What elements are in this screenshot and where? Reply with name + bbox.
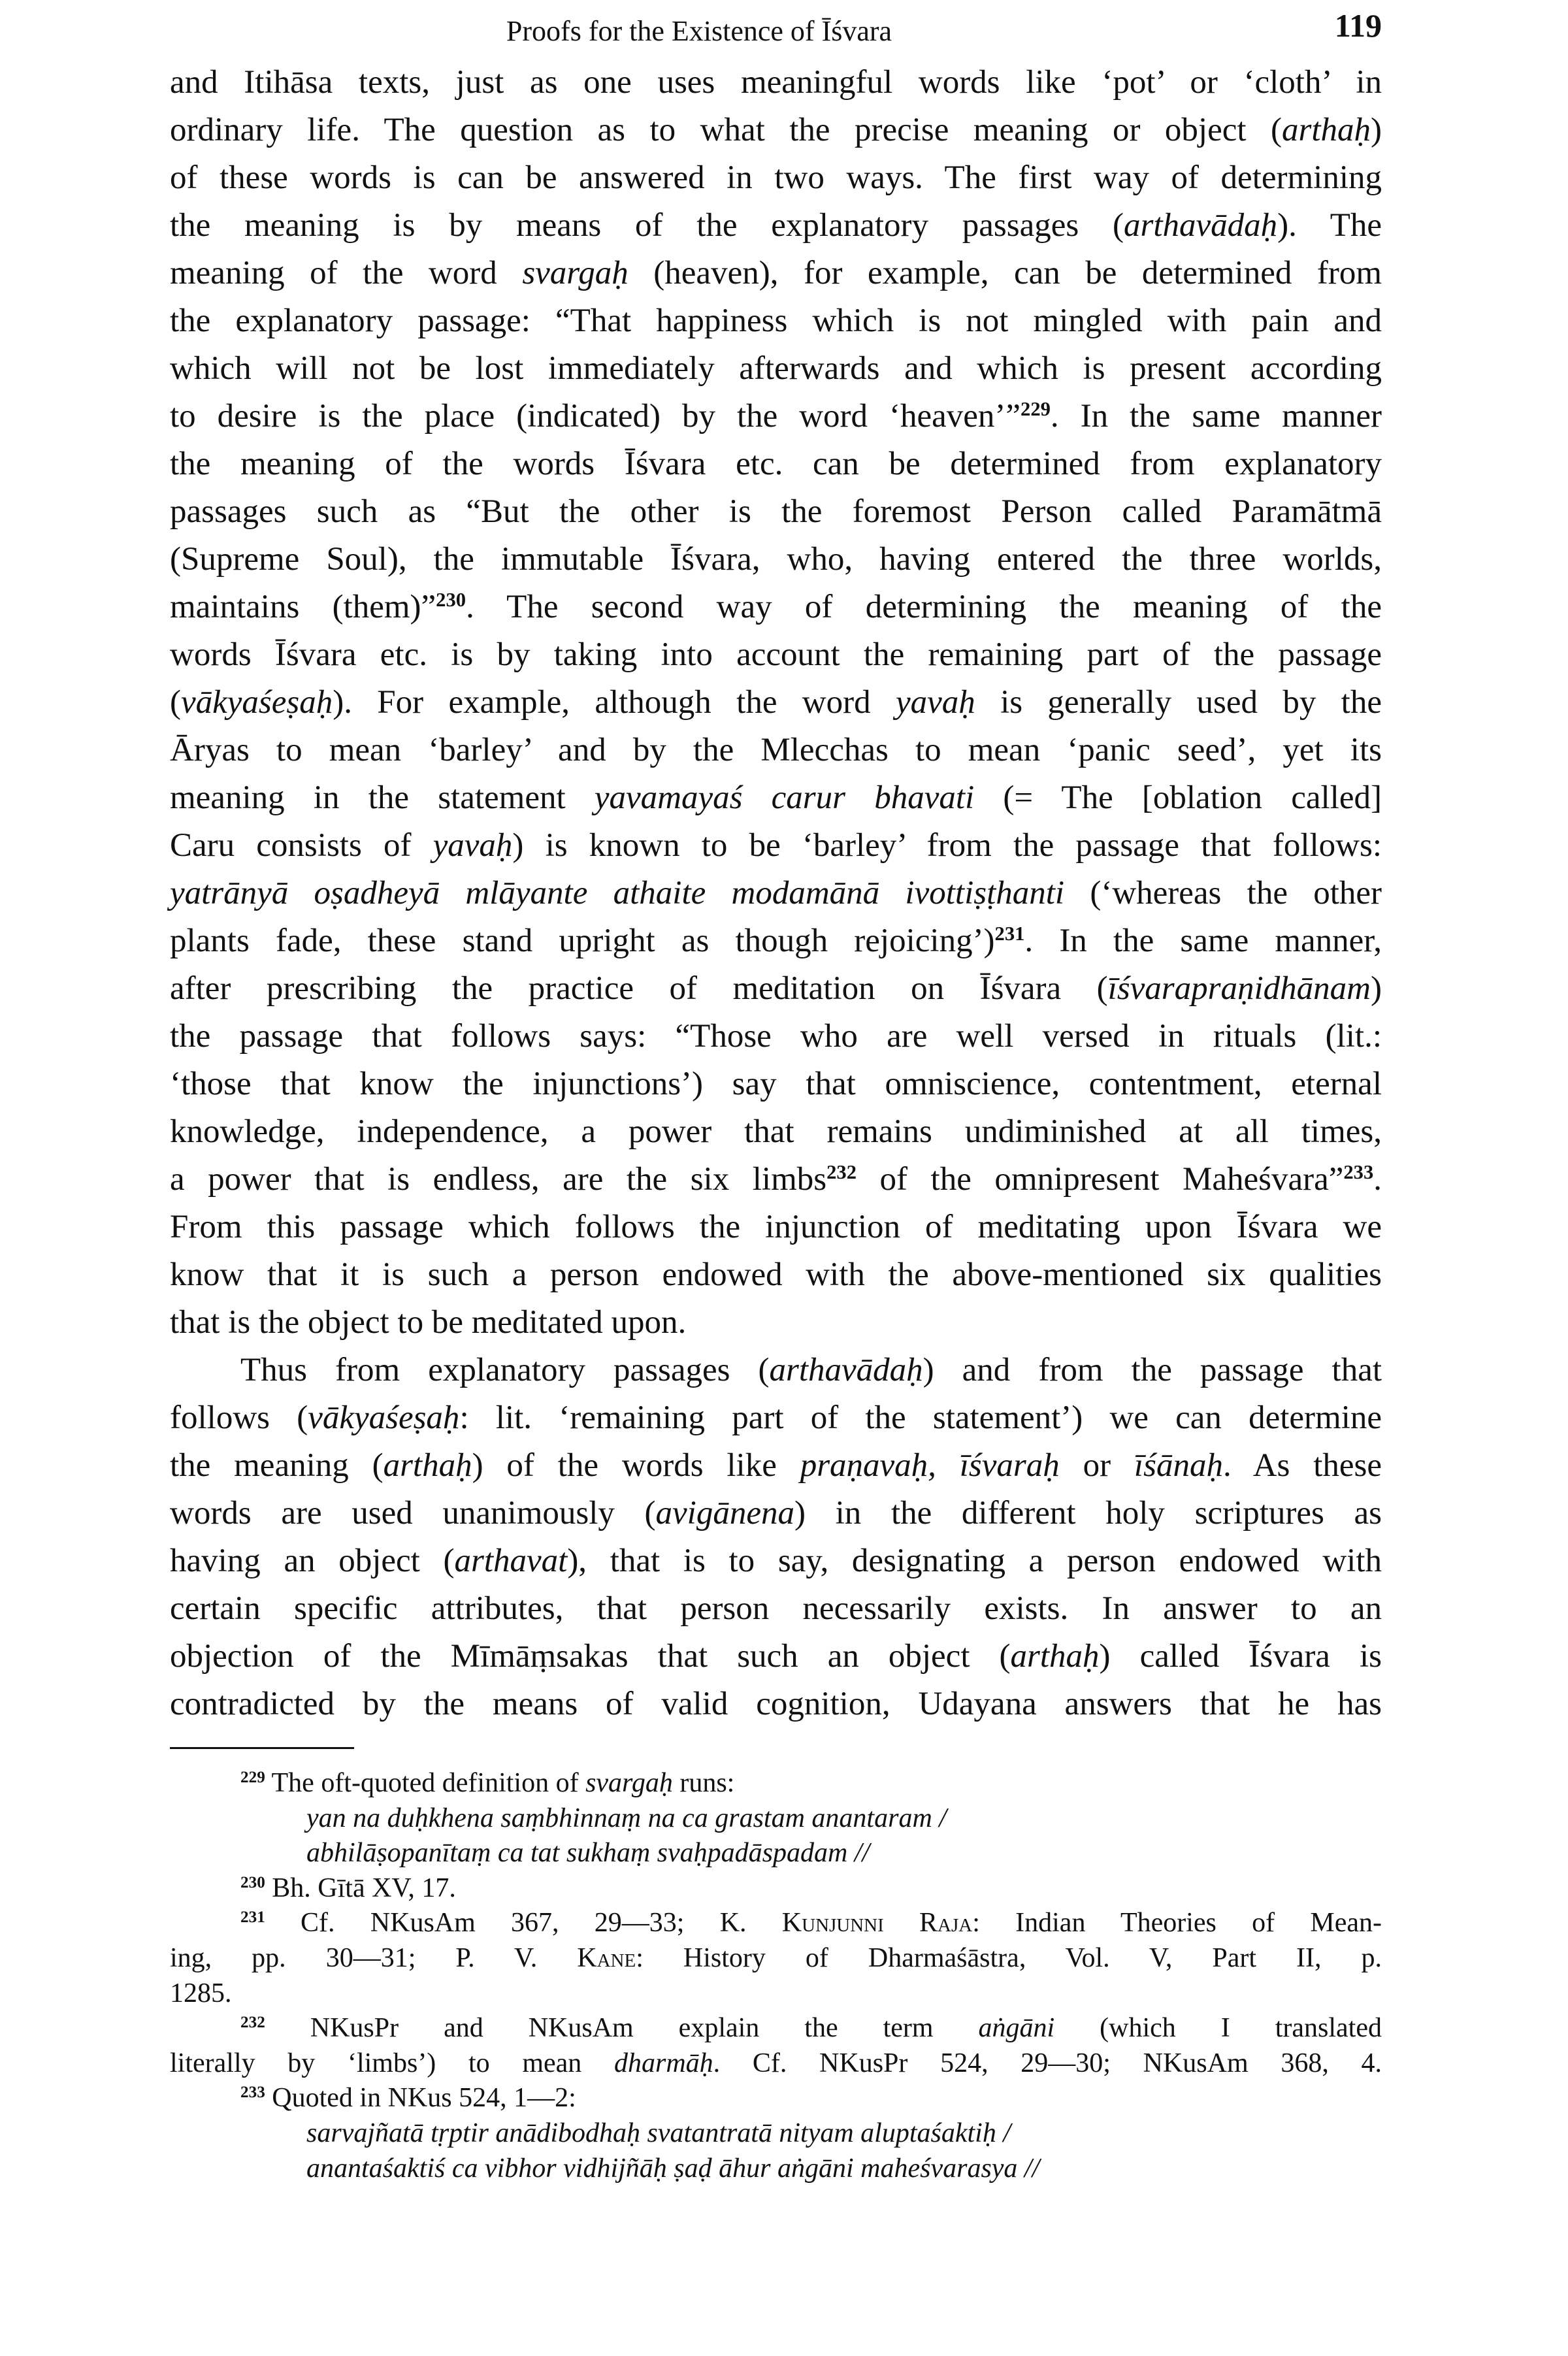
italic-term: yavaḥ bbox=[433, 827, 513, 864]
italic-term: yatrānyā oṣadheyā mlāyante athaite modamānā ivottiṣṭhanti bbox=[170, 875, 1065, 911]
text-run: meaning in the statement bbox=[170, 779, 595, 816]
text-line bbox=[170, 488, 1382, 536]
text-run: (= The [oblation called] bbox=[974, 779, 1382, 816]
footnote-line bbox=[170, 1871, 1382, 1906]
italic-term: svargaḥ bbox=[522, 255, 629, 291]
text-line bbox=[170, 1394, 1382, 1442]
text-run: words are used unanimously ( bbox=[170, 1495, 656, 1531]
footnote-ref: 232 bbox=[240, 2014, 265, 2032]
text-line bbox=[170, 1633, 1382, 1680]
text-run: ). For example, although the word bbox=[333, 684, 896, 721]
text-line bbox=[170, 583, 1382, 631]
italic-term: svargaḥ bbox=[585, 1768, 673, 1798]
text-line bbox=[170, 679, 1382, 727]
text-run: ) and from the passage that bbox=[923, 1352, 1382, 1388]
text-run: Āryas to mean ‘barley’ and by the Mlecchas to mean ‘panic seed’, yet its bbox=[170, 732, 1382, 768]
text-line bbox=[170, 1585, 1382, 1633]
italic-term: vākyaśeṣaḥ bbox=[180, 684, 333, 721]
text-line bbox=[170, 727, 1382, 774]
text-run: ) called Īśvara is bbox=[1099, 1638, 1382, 1675]
text-run: 1285. bbox=[170, 1978, 232, 2008]
italic-term: arthaḥ bbox=[1010, 1638, 1100, 1675]
italic-term: praṇavaḥ, īśvaraḥ bbox=[800, 1447, 1060, 1484]
text-run: ), that is to say, designating a person endowed with bbox=[567, 1543, 1382, 1579]
text-line bbox=[170, 536, 1382, 583]
italic-term: abhilāṣopanītaṃ ca tat sukhaṃ svaḥpadāspadam // bbox=[306, 1838, 870, 1869]
text-run: runs: bbox=[672, 1768, 735, 1798]
text-line bbox=[170, 297, 1382, 345]
footnote-ref: 229 bbox=[1021, 398, 1051, 421]
text-run: is generally used by the bbox=[975, 684, 1382, 721]
italic-term: arthavādaḥ bbox=[769, 1352, 923, 1388]
footnote-line bbox=[170, 1906, 1382, 1941]
text-run: the meaning of the words Īśvara etc. can be determined from explanatory bbox=[170, 446, 1382, 482]
text-run: ‘those that know the injunctions’) say that omniscience, contentment, eternal bbox=[170, 1066, 1382, 1102]
text-line bbox=[170, 345, 1382, 393]
text-run: . The second way of determining the meaning of the bbox=[466, 589, 1382, 625]
text-run: ( bbox=[170, 684, 181, 721]
text-line bbox=[170, 870, 1382, 917]
footnote-line bbox=[170, 2011, 1382, 2046]
footnote-divider bbox=[170, 1747, 354, 1749]
text-run: . bbox=[1373, 1161, 1382, 1198]
text-line bbox=[170, 1156, 1382, 1203]
footnote-line bbox=[170, 2046, 1382, 2082]
text-run: a power that is endless, are the six limbs bbox=[170, 1161, 827, 1198]
text-run: : lit. ‘remaining part of the statement’) we can determine bbox=[459, 1399, 1382, 1436]
text-run: Cf. NKusAm 367, 29—33; K. bbox=[265, 1908, 782, 1939]
footnote-ref: 231 bbox=[994, 923, 1025, 945]
text-line bbox=[170, 106, 1382, 154]
footnote-line bbox=[170, 1801, 1382, 1837]
text-run: Caru consists of bbox=[170, 827, 433, 864]
text-run: follows ( bbox=[170, 1399, 308, 1436]
running-title: Proofs for the Existence of Īśvara bbox=[506, 15, 892, 47]
text-run: : History of Dharmaśāstra, Vol. V, Part II, p. bbox=[636, 1942, 1382, 1973]
text-run: ) of the words like bbox=[472, 1447, 800, 1484]
text-line bbox=[170, 917, 1382, 965]
footnote-line bbox=[170, 1941, 1382, 1976]
text-line bbox=[170, 1442, 1382, 1490]
footnote-ref: 231 bbox=[240, 1908, 265, 1927]
text-line bbox=[170, 822, 1382, 870]
text-run: . As these bbox=[1222, 1447, 1382, 1484]
text-run: meaning of the word bbox=[170, 255, 523, 291]
text-run: Thus from explanatory passages ( bbox=[240, 1352, 770, 1388]
italic-term: arthavādaḥ bbox=[1123, 207, 1278, 244]
text-line bbox=[170, 250, 1382, 297]
footnote-ref: 233 bbox=[1343, 1161, 1374, 1184]
italic-term: vākyaśeṣaḥ bbox=[308, 1399, 460, 1436]
footnote-ref: 230 bbox=[240, 1873, 265, 1891]
text-run: which will not be lost immediately afterwards and which is present according bbox=[170, 350, 1382, 387]
text-run: objection of the Mīmāṃsakas that such an object ( bbox=[170, 1638, 1011, 1675]
footnote-ref: 233 bbox=[240, 2084, 265, 2102]
text-line bbox=[170, 774, 1382, 822]
text-run: (Supreme Soul), the immutable Īśvara, who, having entered the three worlds, bbox=[170, 541, 1382, 578]
text-run: ) in the different holy scriptures as bbox=[794, 1495, 1382, 1531]
footnote-ref: 232 bbox=[826, 1161, 857, 1184]
footnote-ref: 229 bbox=[240, 1769, 265, 1787]
page-number: 119 bbox=[1334, 7, 1382, 44]
text-run: or bbox=[1059, 1447, 1134, 1484]
italic-term: dharmāḥ bbox=[613, 2048, 713, 2078]
italic-term: avigānena bbox=[655, 1495, 794, 1531]
text-run: having an object ( bbox=[170, 1543, 455, 1579]
italic-term: yavaḥ bbox=[895, 684, 975, 721]
text-run: passages such as “But the other is the foremost Person called Paramātmā bbox=[170, 493, 1382, 530]
text-run: ). The bbox=[1277, 207, 1382, 244]
text-run: : Indian Theories of Mean- bbox=[972, 1908, 1382, 1939]
text-run: NKusPr and NKusAm explain the term bbox=[265, 2013, 979, 2044]
text-line bbox=[170, 965, 1382, 1013]
text-run: . In the same manner bbox=[1050, 398, 1382, 434]
italic-term: arthaḥ bbox=[383, 1447, 472, 1484]
text-line bbox=[170, 1537, 1382, 1585]
text-line bbox=[170, 1060, 1382, 1108]
text-line bbox=[170, 59, 1382, 106]
italic-term: aṅgāni bbox=[978, 2013, 1055, 2044]
footnote-line bbox=[170, 2151, 1382, 2187]
text-line bbox=[170, 1347, 1382, 1394]
footnote-line bbox=[170, 2081, 1382, 2116]
text-line bbox=[170, 1490, 1382, 1537]
text-run: ing, pp. 30—31; P. V. bbox=[170, 1942, 578, 1973]
text-run: ) is known to be ‘barley’ from the passage that follows: bbox=[512, 827, 1382, 864]
text-run: to desire is the place (indicated) by the word ‘heaven’” bbox=[170, 398, 1021, 434]
text-run: know that it is such a person endowed with the above-mentioned six qualities bbox=[170, 1256, 1382, 1293]
text-line bbox=[170, 1108, 1382, 1156]
footnote-line bbox=[170, 2116, 1382, 2151]
footnote-line bbox=[170, 1766, 1382, 1801]
text-run: ordinary life. The question as to what the precise meaning or object ( bbox=[170, 112, 1282, 148]
text-run: knowledge, independence, a power that remains undiminished at all times, bbox=[170, 1113, 1382, 1150]
text-run: From this passage which follows the injunction of meditating upon Īśvara we bbox=[170, 1209, 1382, 1245]
text-run: literally by ‘limbs’) to mean bbox=[170, 2048, 614, 2078]
text-line bbox=[170, 631, 1382, 679]
text-run: maintains (them)” bbox=[170, 589, 436, 625]
main-text bbox=[170, 59, 1382, 1728]
italic-term: yan na duḥkhena saṃbhinnaṃ na ca grastam anantaram / bbox=[306, 1803, 947, 1833]
text-line bbox=[170, 202, 1382, 250]
italic-term: sarvajñatā tṛptir anādibodhaḥ svatantratā nityam aluptaśaktiḥ / bbox=[306, 2118, 1011, 2148]
text-line bbox=[170, 393, 1382, 440]
italic-term: anantaśaktiś ca vibhor vidhijñāḥ ṣaḍ āhur aṅgāni maheśvarasya // bbox=[306, 2153, 1040, 2184]
text-run: The oft-quoted definition of bbox=[265, 1768, 586, 1798]
text-run: ) bbox=[1371, 970, 1382, 1007]
text-run: Bh. Gītā XV, 17. bbox=[265, 1873, 456, 1903]
text-run: of the omnipresent Maheśvara” bbox=[857, 1161, 1344, 1198]
footnote-ref: 230 bbox=[436, 589, 466, 612]
text-run: the explanatory passage: “That happiness which is not mingled with pain and bbox=[170, 303, 1382, 339]
text-run: (heaven), for example, can be determined from bbox=[628, 255, 1382, 291]
text-run: (‘whereas the other bbox=[1064, 875, 1382, 911]
text-run: (which I translated bbox=[1054, 2013, 1382, 2044]
text-run: contradicted by the means of valid cognition, Udayana answers that he has bbox=[170, 1686, 1382, 1722]
text-line bbox=[170, 1299, 1382, 1347]
footnote-line bbox=[170, 1976, 1382, 2012]
italic-term: arthavat bbox=[454, 1543, 568, 1579]
text-run: plants fade, these stand upright as though rejoicing’) bbox=[170, 923, 995, 959]
text-run: the passage that follows says: “Those who are well versed in rituals (lit.: bbox=[170, 1018, 1382, 1055]
text-run: the meaning ( bbox=[170, 1447, 384, 1484]
author-name: Kunjunni Raja bbox=[781, 1908, 973, 1939]
italic-term: arthaḥ bbox=[1281, 112, 1371, 148]
italic-term: īśvarapraṇidhānam bbox=[1107, 970, 1371, 1007]
text-run: the meaning is by means of the explanatory passages ( bbox=[170, 207, 1124, 244]
italic-term: yavamayaś carur bhavati bbox=[594, 779, 975, 816]
text-run: Quoted in NKus 524, 1—2: bbox=[265, 2083, 576, 2114]
text-run: after prescribing the practice of meditation on Īśvara ( bbox=[170, 970, 1108, 1007]
text-run: that is the object to be meditated upon. bbox=[170, 1304, 687, 1341]
text-run: of these words is can be answered in two ways. The first way of determining bbox=[170, 159, 1382, 196]
text-run: ) bbox=[1371, 112, 1382, 148]
author-name: Kane bbox=[577, 1942, 636, 1973]
text-line bbox=[170, 440, 1382, 488]
text-run: certain specific attributes, that person necessarily exists. In answer to an bbox=[170, 1590, 1382, 1627]
text-line bbox=[170, 154, 1382, 202]
text-run: . In the same manner, bbox=[1024, 923, 1382, 959]
text-run: and Itihāsa texts, just as one uses meaningful words like ‘pot’ or ‘cloth’ in bbox=[170, 64, 1382, 101]
text-line bbox=[170, 1013, 1382, 1060]
text-line bbox=[170, 1680, 1382, 1728]
text-run: . Cf. NKusPr 524, 29—30; NKusAm 368, 4. bbox=[713, 2048, 1382, 2078]
text-line bbox=[170, 1251, 1382, 1299]
text-line bbox=[170, 1203, 1382, 1251]
footnote-line bbox=[170, 1836, 1382, 1871]
italic-term: īśānaḥ bbox=[1134, 1447, 1223, 1484]
text-run: words Īśvara etc. is by taking into account the remaining part of the passage bbox=[170, 636, 1382, 673]
footnotes bbox=[170, 1766, 1382, 2186]
